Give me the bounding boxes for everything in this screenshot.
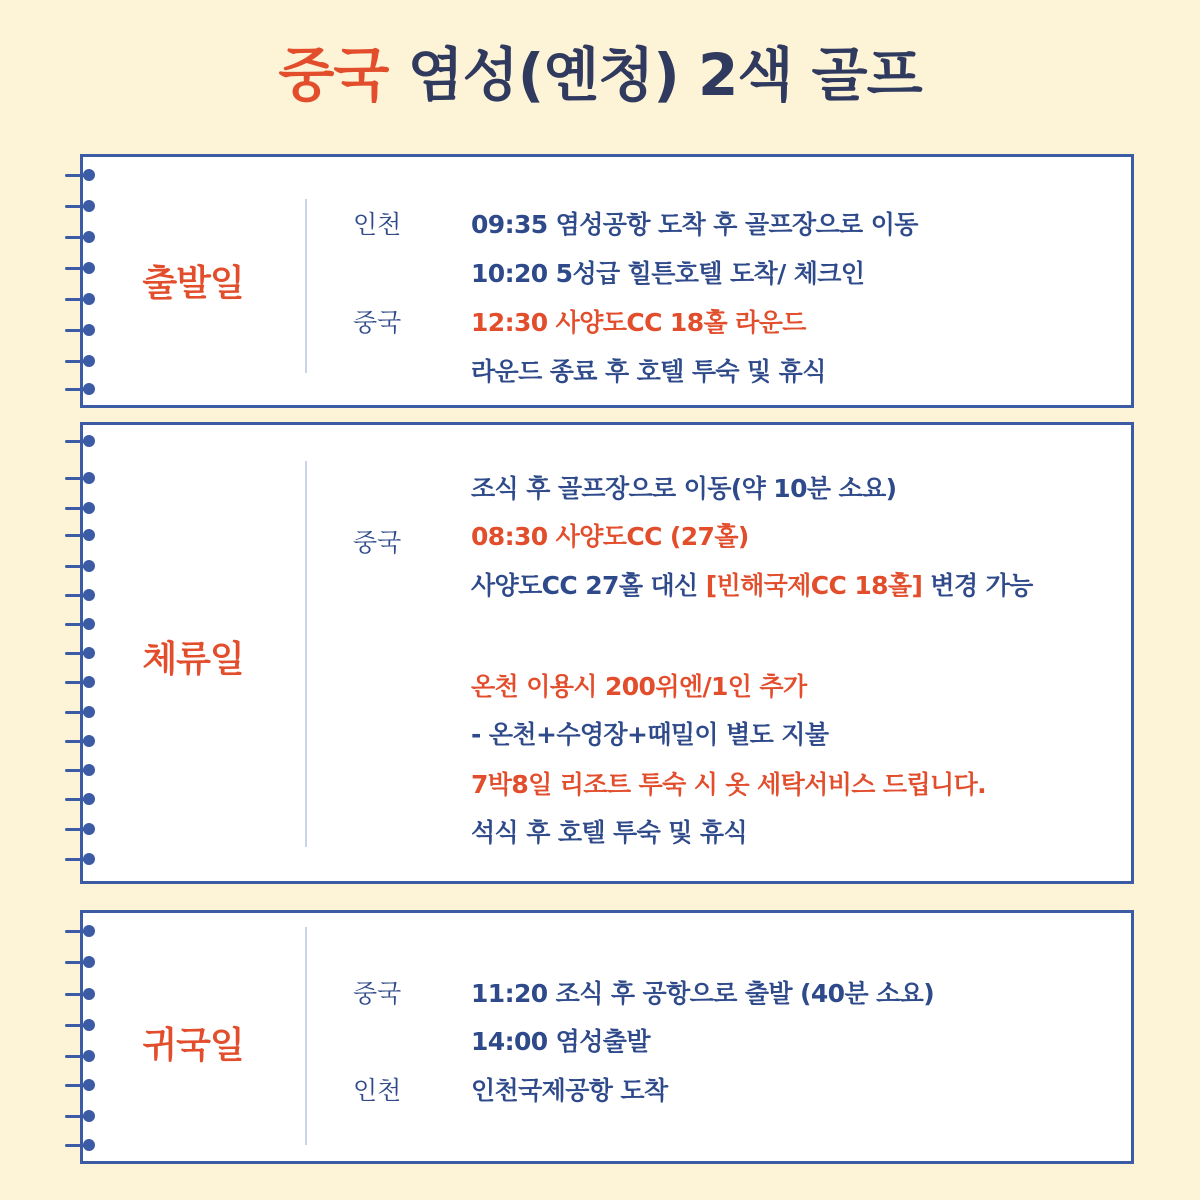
departure-day-card	[80, 154, 1134, 408]
schedule-line: 10:20 5성급 힐튼호텔 도착/ 체크인	[471, 259, 865, 288]
alternative-course: [빈해국제CC 18홀]	[705, 571, 923, 600]
schedule-line: 라운드 종료 후 호텔 투숙 및 휴식	[471, 357, 826, 386]
location-label: 인천	[353, 1076, 402, 1105]
schedule-line: - 온천+수영장+때밀이 별도 지불	[471, 720, 829, 749]
ring-icon	[65, 200, 97, 212]
schedule-text: 변경 가능	[930, 571, 1033, 600]
ring-icon	[65, 956, 97, 968]
schedule-line: 석식 후 호텔 투숙 및 휴식	[471, 818, 748, 847]
location-label: 중국	[353, 528, 402, 557]
divider	[305, 461, 307, 847]
ring-icon	[65, 853, 97, 865]
ring-icon	[65, 502, 97, 514]
ring-icon	[65, 231, 97, 243]
title-main: 염성(옌청) 2색 골프	[407, 41, 922, 109]
schedule-line: 인천국제공항 도착	[471, 1076, 668, 1105]
ring-icon	[65, 823, 97, 835]
location-label: 인천	[353, 210, 402, 239]
ring-icon	[65, 1139, 97, 1151]
ring-icon	[65, 764, 97, 776]
divider	[305, 199, 307, 373]
ring-icon	[65, 560, 97, 572]
day-label: 출발일	[142, 263, 244, 304]
ring-icon	[65, 925, 97, 937]
ring-icon	[65, 1110, 97, 1122]
ring-icon	[65, 988, 97, 1000]
ring-icon	[65, 706, 97, 718]
ring-icon	[65, 1079, 97, 1091]
ring-icon	[65, 324, 97, 336]
ring-icon	[65, 383, 97, 395]
schedule-text: 사양도CC 27홀 대신	[471, 571, 698, 600]
stay-day-card	[80, 422, 1134, 884]
location-label: 중국	[353, 979, 402, 1008]
ring-icon	[65, 435, 97, 447]
ring-icon	[65, 589, 97, 601]
ring-icon	[65, 529, 97, 541]
schedule-line: 11:20 조식 후 공항으로 출발 (40분 소요)	[471, 979, 935, 1008]
day-label: 체류일	[142, 639, 244, 680]
schedule-line: 온천 이용시 200위엔/1인 추가	[471, 672, 807, 701]
schedule-line: 12:30 사양도CC 18홀 라운드	[471, 308, 806, 337]
schedule-line: 08:30 사양도CC (27홀)	[471, 522, 749, 551]
page-title	[0, 28, 1200, 112]
ring-icon	[65, 472, 97, 484]
schedule-line: 조식 후 골프장으로 이동(약 10분 소요)	[471, 474, 897, 503]
divider	[305, 927, 307, 1145]
ring-icon	[65, 735, 97, 747]
ring-icon	[65, 793, 97, 805]
ring-icon	[65, 618, 97, 630]
schedule-line: 14:00 염성출발	[471, 1027, 650, 1056]
location-label: 중국	[353, 308, 402, 337]
return-day-card	[80, 910, 1134, 1164]
schedule-line: 7박8일 리조트 투숙 시 옷 세탁서비스 드립니다.	[471, 770, 987, 799]
schedule-line: 09:35 염성공항 도착 후 골프장으로 이동	[471, 210, 918, 239]
title-accent: 중국	[278, 41, 389, 109]
ring-icon	[65, 169, 97, 181]
ring-icon	[65, 355, 97, 367]
schedule-line	[471, 566, 1033, 602]
day-label: 귀국일	[142, 1025, 244, 1066]
